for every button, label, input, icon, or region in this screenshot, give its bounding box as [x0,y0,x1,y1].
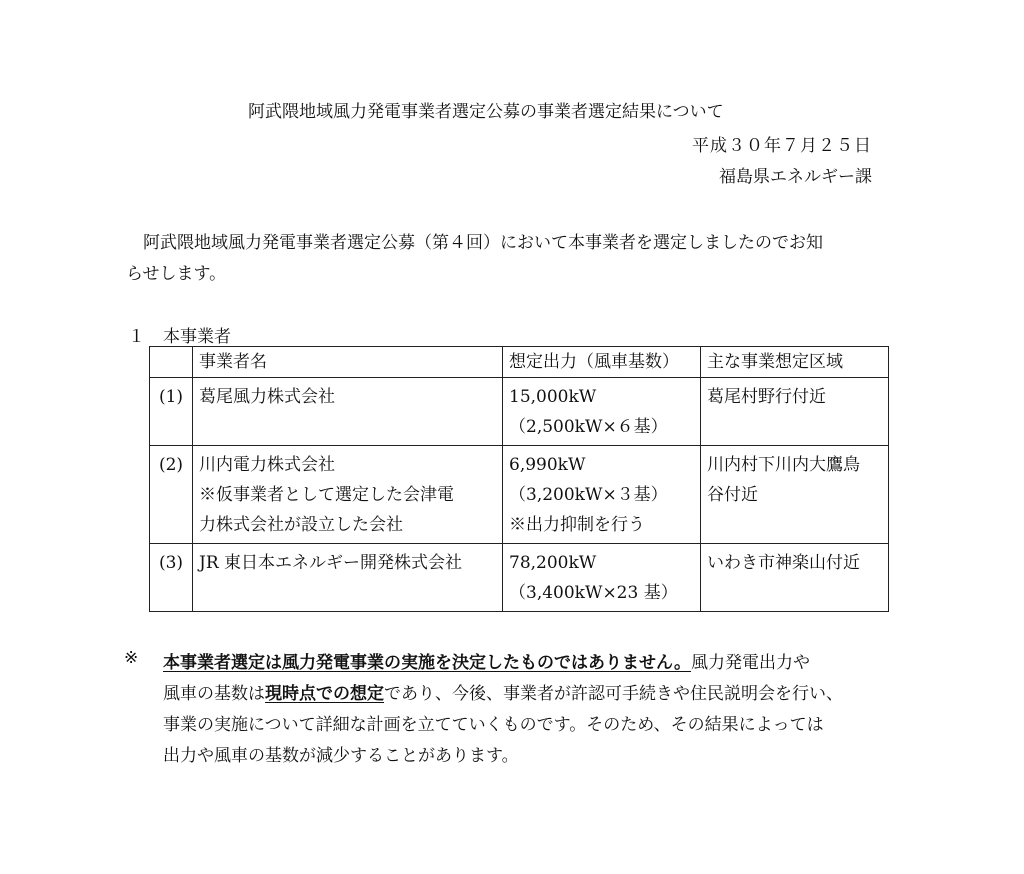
operator-name: 葛尾風力株式会社 [199,387,335,407]
table-header-row [150,347,889,378]
intro-line-1: 阿武隈地域風力発電事業者選定公募（第４回）において本事業者を選定しましたのでお知 [143,233,823,253]
document-date: 平成３０年７月２５日 [692,136,872,156]
output-total: 15,000kW [509,387,597,407]
note-line-1 [163,648,810,673]
row-number: (2) [150,446,193,544]
operator-note-line: 力株式会社が設立した会社 [199,515,403,535]
output-turbines: （2,500kW×６基） [509,417,668,437]
area-line: 葛尾村野行付近 [707,387,826,407]
operator-name: 川内電力株式会社 [199,455,335,475]
section-title: 本事業者 [163,327,231,347]
output-turbines: （3,400kW×23 基） [509,583,678,603]
operator-note-line: ※仮事業者として選定した会津電 [199,485,454,505]
area-line: いわき市神楽山付近 [707,553,860,573]
header-cell-name: 事業者名 [193,347,503,378]
note-line-3: 事業の実施について詳細な計画を立てていくものです。そのため、その結果によっては [163,715,824,735]
document-title: 阿武隈地域風力発電事業者選定公募の事業者選定結果について [248,102,724,122]
note-line-2 [163,679,843,704]
row-number: (3) [150,544,193,612]
section-number: １ [128,327,145,347]
row-number: (1) [150,378,193,446]
department-name: 福島県エネルギー課 [719,167,872,187]
output-turbines: （3,200kW×３基） [509,485,668,505]
intro-line-2: らせします。 [126,264,227,284]
note-emphasis: 本事業者選定は風力発電事業の実施を決定したものではありません。 [163,653,692,673]
table-row [150,378,889,446]
header-cell-num [150,347,193,378]
note-mark: ※ [124,648,139,668]
note-text: 風力発電出力や [691,653,811,673]
note-emphasis: 現時点での想定 [265,684,384,704]
header-cell-output: 想定出力（風車基数） [503,347,701,378]
note-text: 風車の基数は [163,684,265,704]
operators-table [149,346,889,612]
operator-name: JR 東日本エネルギー開発株式会社 [199,553,463,573]
output-note: ※出力抑制を行う [509,515,645,535]
output-total: 6,990kW [509,455,586,475]
output-total: 78,200kW [509,553,597,573]
area-line: 谷付近 [707,485,758,505]
header-cell-area: 主な事業想定区域 [701,347,889,378]
table-row [150,544,889,612]
table-row [150,446,889,544]
note-line-4: 出力や風車の基数が減少することがあります。 [163,746,519,766]
area-line: 川内村下川内大鷹鳥 [707,455,860,475]
note-text: であり、今後、事業者が許認可手続きや住民説明会を行い、 [384,684,843,704]
